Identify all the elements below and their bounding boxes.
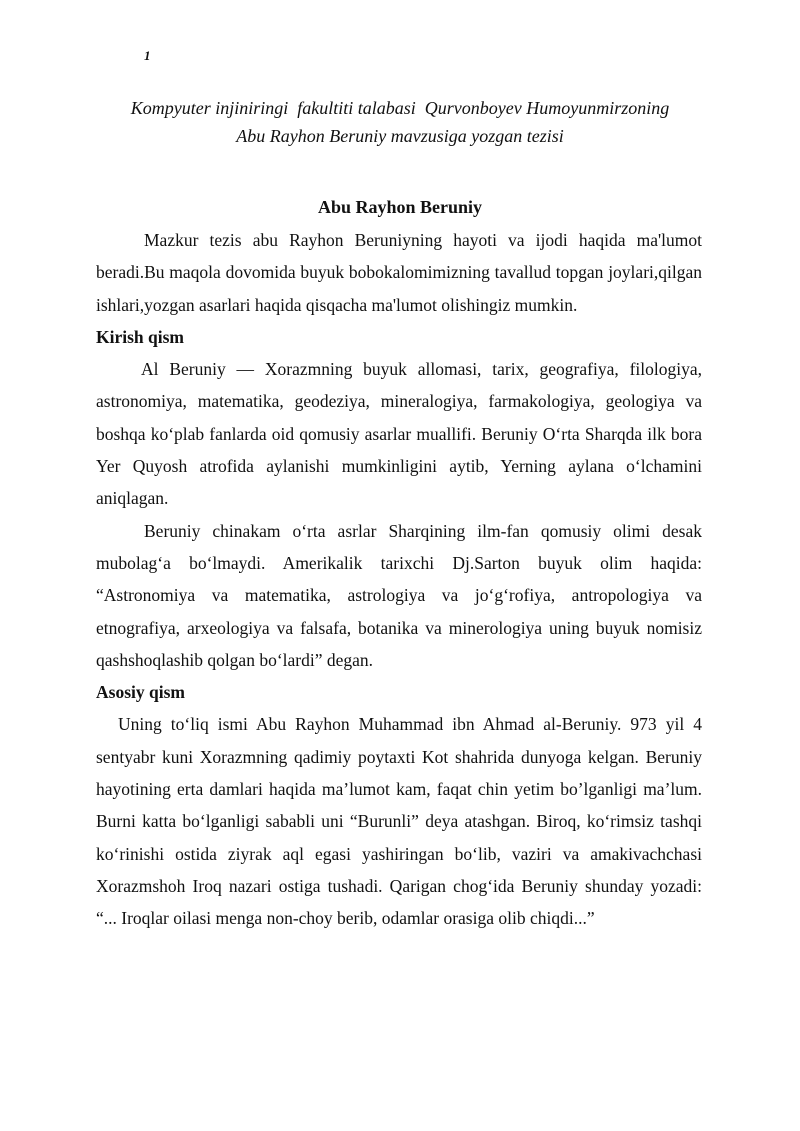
section-heading-kirish: Kirish qism	[96, 326, 185, 347]
intro-paragraph: Mazkur tezis abu Rayhon Beruniyning hayoti va ijodi haqida ma'lumot beradi.Bu maqola dovomida buyuk bobokalomimizning tavallud topgan joylari,qilgan ishlari,yozgan asarlari haqida qisqacha ma'lumot olishingiz mumkin.	[96, 230, 702, 315]
kirish-paragraph-1: Al Beruniy — Xorazmning buyuk allomasi, tarix, geografiya, filologiya, astronomiya, matematika, geodeziya, mineralogiya, farmakologiya, geologiya va boshqa koʻplab fanlarda oid qomusiy asarlar muallifi. Beruniy Oʻrta Sharqda ilk bora Yer Quyosh atrofida aylanishi mumkinligini aytib, Yerning aylana oʻlchamini aniqlagan.	[96, 359, 702, 509]
document-subtitle	[96, 94, 704, 150]
kirish-paragraph-2: Beruniy chinakam oʻrta asrlar Sharqining ilm-fan qomusiy olimi desak mubolagʻa boʻlmaydi. Amerikalik tarixchi Dj.Sarton buyuk olim haqida: “Astronomiya va matematika, astrologiya va joʻgʻrofiya, antropologiya va etnografiya, arxeologiya va falsafa, botanika va minerologiya uning buyuk nomisiz qashshoqlashib qolgan boʻlardi” degan.	[96, 520, 702, 670]
document-body	[96, 224, 702, 935]
section-heading-asosiy: Asosiy qism	[96, 682, 185, 703]
page-number: 1	[144, 48, 151, 63]
document-title: Abu Rayhon Beruniy	[317, 197, 483, 217]
asosiy-paragraph-1: Uning toʻliq ismi Abu Rayhon Muhammad ibn Ahmad al-Beruniy. 973 yil 4 sentyabr kuni Xorazmning qadimiy poytaxti Kot shahrida dunyoga kelgan. Beruniy hayotining erta damlari haqida ma’lumot kam, faqat chin yetim bo’lganligi ma’lum. Burni katta boʻlganligi sababli uni “Burunli” deya atashgan. Biroq, koʻrimsiz tashqi koʻrinishi ostida ziyrak aql egasi yashiringan boʻlib, vaziri va amakivachchasi Xorazmshoh Iroq nazari ostiga tushadi. Qarigan chogʻida Beruniy shunday yozadi: “... Iroqlar oilasi menga non-choy berib, odamlar orasiga olib chiqdi...”	[96, 714, 702, 929]
subtitle-line-1: Kompyuter injiniringi fakultiti talabasi Qurvonboyev Humoyunmirzoning	[130, 98, 670, 118]
subtitle-line-2: Abu Rayhon Beruniy mavzusiga yozgan tezisi	[236, 126, 564, 146]
